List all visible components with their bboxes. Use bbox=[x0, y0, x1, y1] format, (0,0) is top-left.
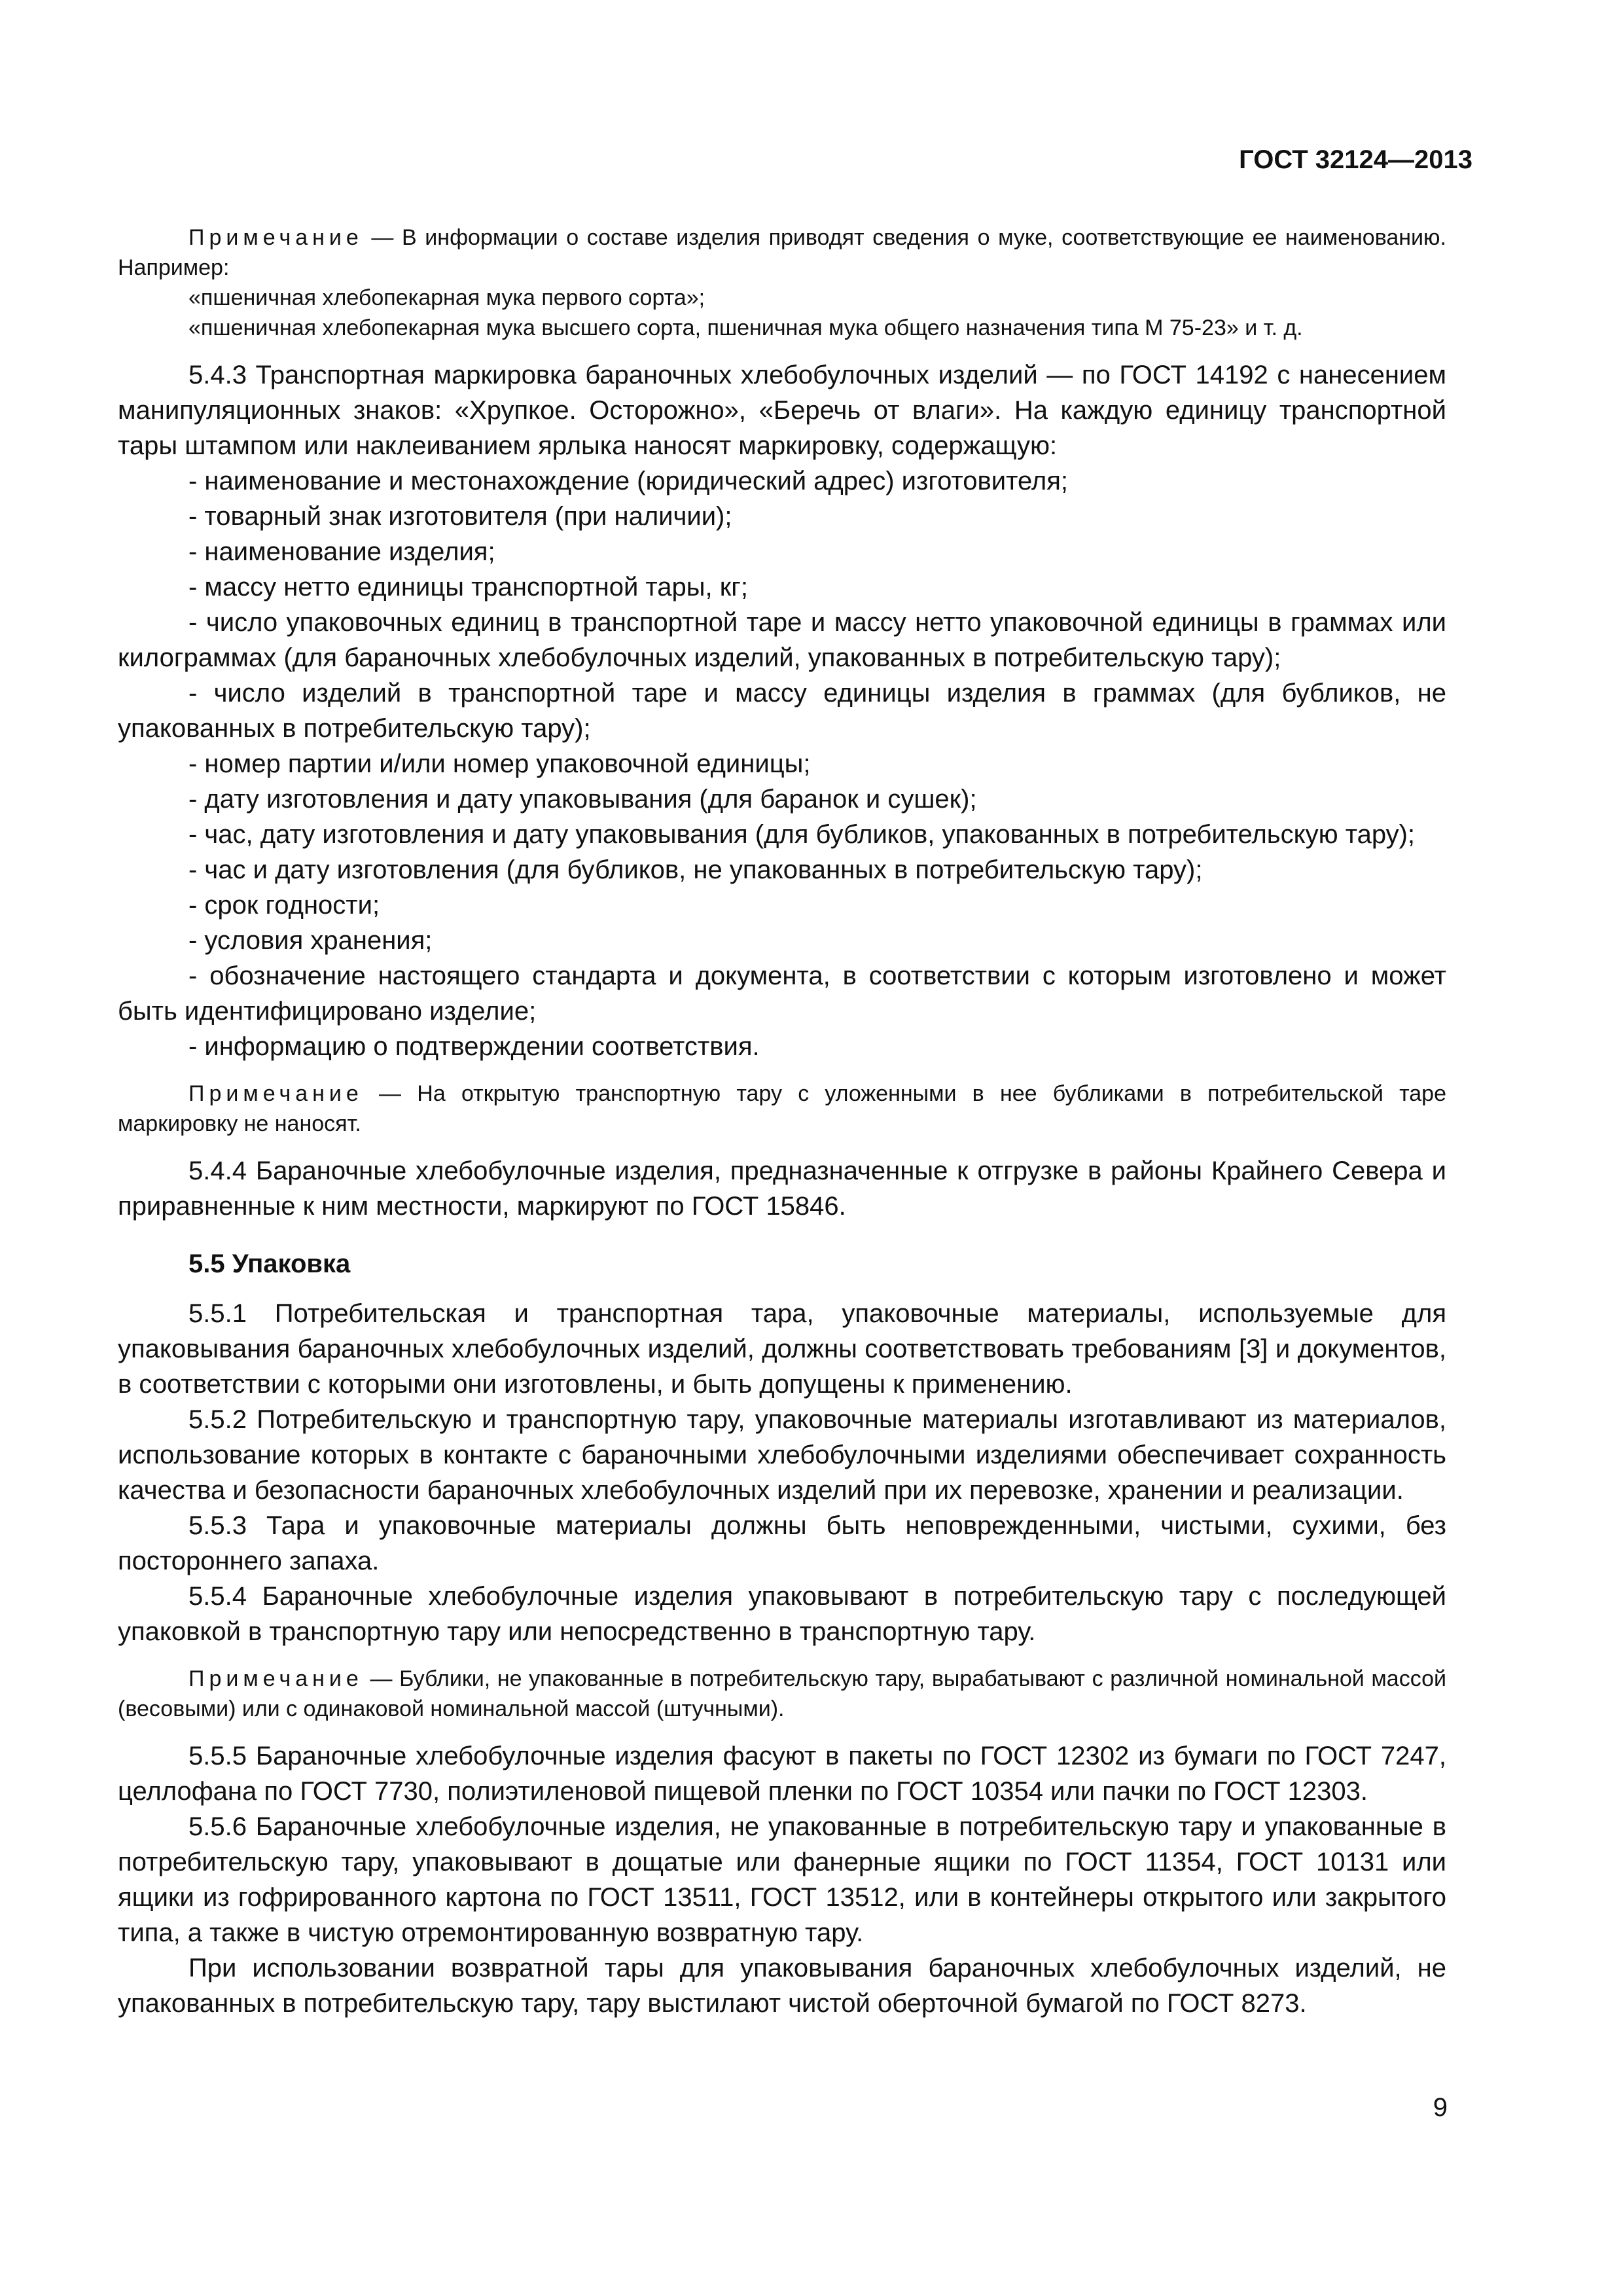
list-item: - час, дату изготовления и дату упаковывания (для бубликов, упакованных в потребительскую тару); bbox=[188, 820, 1416, 849]
list-item: - массу нетто единицы транспортной тары, кг; bbox=[188, 573, 748, 601]
list-item: - условия хранения; bbox=[188, 926, 433, 955]
section-heading: 5.5 Упаковка bbox=[188, 1249, 351, 1278]
note-1 bbox=[118, 223, 1446, 283]
marking-list bbox=[118, 463, 1446, 1064]
clause-5-5-4: 5.5.4 Бараночные хлебобулочные изделия упаковывают в потребительскую тару с последующей упаковкой в транспортную тару или непосредственно в транспортную тару. bbox=[118, 1582, 1446, 1646]
page-content bbox=[118, 223, 1446, 2021]
list-item: - номер партии и/или номер упаковочной единицы; bbox=[188, 749, 811, 778]
note-1-example-2: «пшеничная хлебопекарная мука высшего сорта, пшеничная мука общего назначения типа М 75-23» и т. д. bbox=[188, 315, 1303, 340]
note-3-text: — Бублики, не упакованные в потребительскую тару, вырабатывают с различной номинальной массой (весовыми) или с одинаковой номинальной массой (штучными). bbox=[118, 1666, 1446, 1721]
note-2 bbox=[118, 1079, 1446, 1139]
clause-5-5-6-continuation: При использовании возвратной тары для упаковывания бараночных хлебобулочных изделий, не упакованных в потребительскую тару, тару выстилают чистой оберточной бумагой по ГОСТ 8273. bbox=[118, 1954, 1446, 2018]
clause-5-4-4: 5.4.4 Бараночные хлебобулочные изделия, предназначенные к отгрузке в районы Крайнего Севера и приравненные к ним местности, маркируют по ГОСТ 15846. bbox=[118, 1157, 1446, 1221]
document-header-id: ГОСТ 32124—2013 bbox=[1239, 145, 1472, 174]
clause-5-5-2: 5.5.2 Потребительскую и транспортную тару, упаковочные материалы изготавливают из материалов, использование которых в контакте с бараночными хлебобулочными изделиями обеспечивает сохранность качества и безопасности бараночных хлебобулочных изделий при их перевозке, хранении и реализации. bbox=[118, 1405, 1446, 1505]
note-3 bbox=[118, 1664, 1446, 1724]
clause-5-5-3: 5.5.3 Тара и упаковочные материалы должны быть неповрежденными, чистыми, сухими, без постороннего запаха. bbox=[118, 1511, 1446, 1575]
list-item: - обозначение настоящего стандарта и документа, в соответствии с которым изготовлено и может быть идентифицировано изделие; bbox=[118, 961, 1446, 1026]
note-1-example-1: «пшеничная хлебопекарная мука первого сорта»; bbox=[188, 285, 705, 310]
list-item: - наименование изделия; bbox=[188, 537, 495, 566]
list-item: - число изделий в транспортной таре и массу единицы изделия в граммах (для бубликов, не упакованных в потребительскую тару); bbox=[118, 679, 1446, 743]
note-1-text: — В информации о составе изделия приводят сведения о муке, соответствующие ее наименованию. Например: bbox=[118, 225, 1446, 280]
clause-5-5-5: 5.5.5 Бараночные хлебобулочные изделия фасуют в пакеты по ГОСТ 12302 из бумаги по ГОСТ 7247, целлофана по ГОСТ 7730, полиэтиленовой пищевой пленки по ГОСТ 10354 или пачки по ГОСТ 12303. bbox=[118, 1742, 1446, 1806]
list-item: - товарный знак изготовителя (при наличии); bbox=[188, 502, 732, 531]
note-3-label: Примечание bbox=[188, 1666, 363, 1691]
note-1-label: Примечание bbox=[188, 225, 363, 250]
note-2-label: Примечание bbox=[188, 1081, 363, 1106]
note-2-text: — На открытую транспортную тару с уложенными в нее бубликами в потребительской таре маркировку не наносят. bbox=[118, 1081, 1446, 1136]
list-item: - срок годности; bbox=[188, 891, 380, 920]
list-item: - число упаковочных единиц в транспортной таре и массу нетто упаковочной единицы в граммах или килограммах (для бараночных хлебобулочных изделий, упакованных в потребительскую тару); bbox=[118, 608, 1446, 672]
list-item: - час и дату изготовления (для бубликов, не упакованных в потребительскую тару); bbox=[188, 855, 1203, 884]
list-item: - наименование и местонахождение (юридический адрес) изготовителя; bbox=[188, 467, 1069, 495]
clause-5-5-6: 5.5.6 Бараночные хлебобулочные изделия, не упакованные в потребительскую тару и упакованные в потребительскую тару, упаковывают в дощатые или фанерные ящики по ГОСТ 11354, ГОСТ 10131 или ящики из гофрированного картона по ГОСТ 13511, ГОСТ 13512, или в контейнеры открытого или закрытого типа, а также в чистую отремонтированную возвратную тару. bbox=[118, 1812, 1446, 1947]
list-item: - информацию о подтверждении соответствия. bbox=[188, 1032, 760, 1061]
page-number: 9 bbox=[1433, 2093, 1448, 2122]
list-item: - дату изготовления и дату упаковывания (для баранок и сушек); bbox=[188, 785, 977, 814]
clause-5-4-3: 5.4.3 Транспортная маркировка бараночных хлебобулочных изделий — по ГОСТ 14192 с нанесением манипуляционных знаков: «Хрупкое. Осторожно», «Беречь от влаги». На каждую единицу транспортной тары штампом или наклеиванием ярлыка наносят маркировку, содержащую: bbox=[118, 361, 1446, 460]
clause-5-5-1: 5.5.1 Потребительская и транспортная тара, упаковочные материалы, используемые для упаковывания бараночных хлебобулочных изделий, должны соответствовать требованиям [3] и документов, в соответствии с которыми они изготовлены, и быть допущены к применению. bbox=[118, 1299, 1446, 1399]
